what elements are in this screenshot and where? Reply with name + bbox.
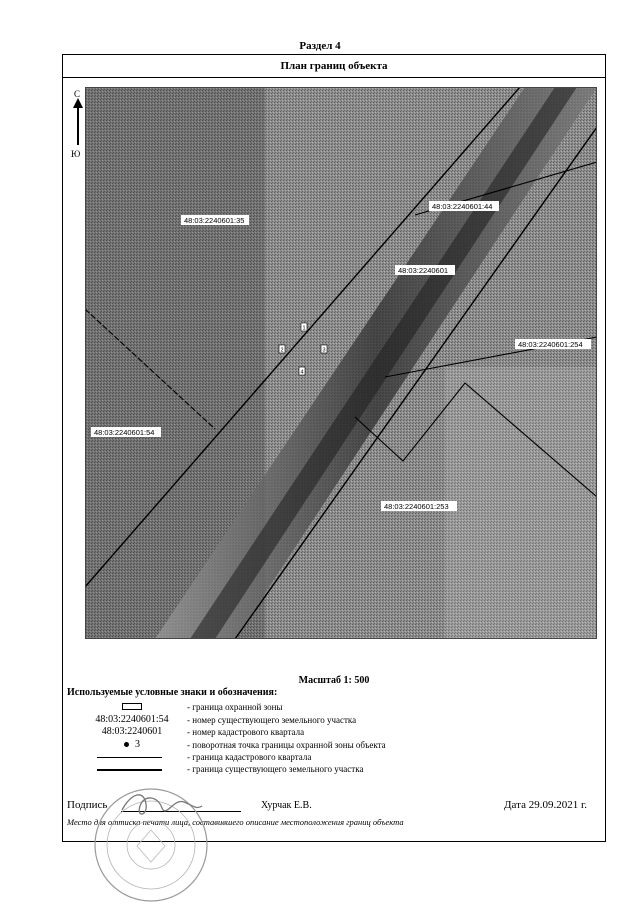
compass-south-label: Ю (71, 149, 81, 159)
legend-desc: - поворотная точка границы охранной зоны объекта (187, 740, 386, 750)
map-image (85, 87, 597, 639)
quarter-boundary-line-icon (97, 757, 162, 758)
legend-desc: - граница кадастрового квартала (187, 752, 312, 762)
legend-item (63, 701, 605, 713)
point-label: 2 (280, 347, 284, 354)
parcel-boundary-line-icon (97, 769, 162, 771)
turning-point-icon (124, 742, 129, 747)
section-title: Раздел 4 (299, 40, 341, 52)
point-label: 1 (302, 325, 306, 332)
north-arrow-shaft (77, 101, 79, 145)
legend-symbol (77, 763, 187, 775)
stamp-place-note: Место для оттиска печати лица, составившего описание местоположения границ объекта (67, 817, 404, 827)
legend-item (63, 763, 605, 775)
turning-point-number: 3 (135, 739, 140, 750)
signature-date: Дата 29.09.2021 г. (504, 799, 587, 811)
plan-title: План границ объекта (63, 55, 605, 78)
legend-title: Используемые условные знаки и обозначения: (67, 687, 278, 698)
compass-north-label: С (74, 89, 81, 99)
legend-symbol: 48:03:2240601 (101, 726, 163, 737)
parcel-label: 48:03:2240601:54 (94, 428, 155, 437)
legend-item (63, 714, 605, 726)
protection-zone-symbol-icon (122, 703, 142, 710)
scale-label: Масштаб 1: 500 (298, 675, 370, 686)
legend-item (63, 751, 605, 763)
legend-symbol (77, 739, 187, 751)
plan-frame (62, 54, 606, 842)
parcel-label: 48:03:2240601:35 (184, 216, 245, 225)
point-label: 4 (300, 369, 304, 376)
legend-item (63, 726, 605, 738)
parcel-label: 48:03:2240601:253 (384, 502, 449, 511)
legend-item (63, 739, 605, 751)
legend-desc: - граница охранной зоны (187, 702, 283, 712)
signature-icon (114, 784, 206, 824)
legend-symbol: 48:03:2240601:54 (95, 714, 169, 725)
parcel-label: 48:03:2240601 (398, 266, 449, 275)
legend-desc: - номер существующего земельного участка (187, 715, 357, 725)
signer-name: Хурчак Е.В. (261, 800, 312, 811)
parcel-label: 48:03:2240601:44 (432, 202, 493, 211)
aerial-shade-right (445, 367, 597, 639)
parcel-label: 48:03:2240601:254 (518, 340, 583, 349)
legend-desc: - граница существующего земельного участка (187, 764, 364, 774)
point-label: 3 (322, 347, 326, 354)
legend-symbol (77, 701, 187, 713)
signature-label: Подпись (67, 799, 108, 811)
legend-symbol (77, 751, 187, 763)
compass (71, 89, 85, 179)
legend-desc: - номер кадастрового квартала (187, 727, 305, 737)
